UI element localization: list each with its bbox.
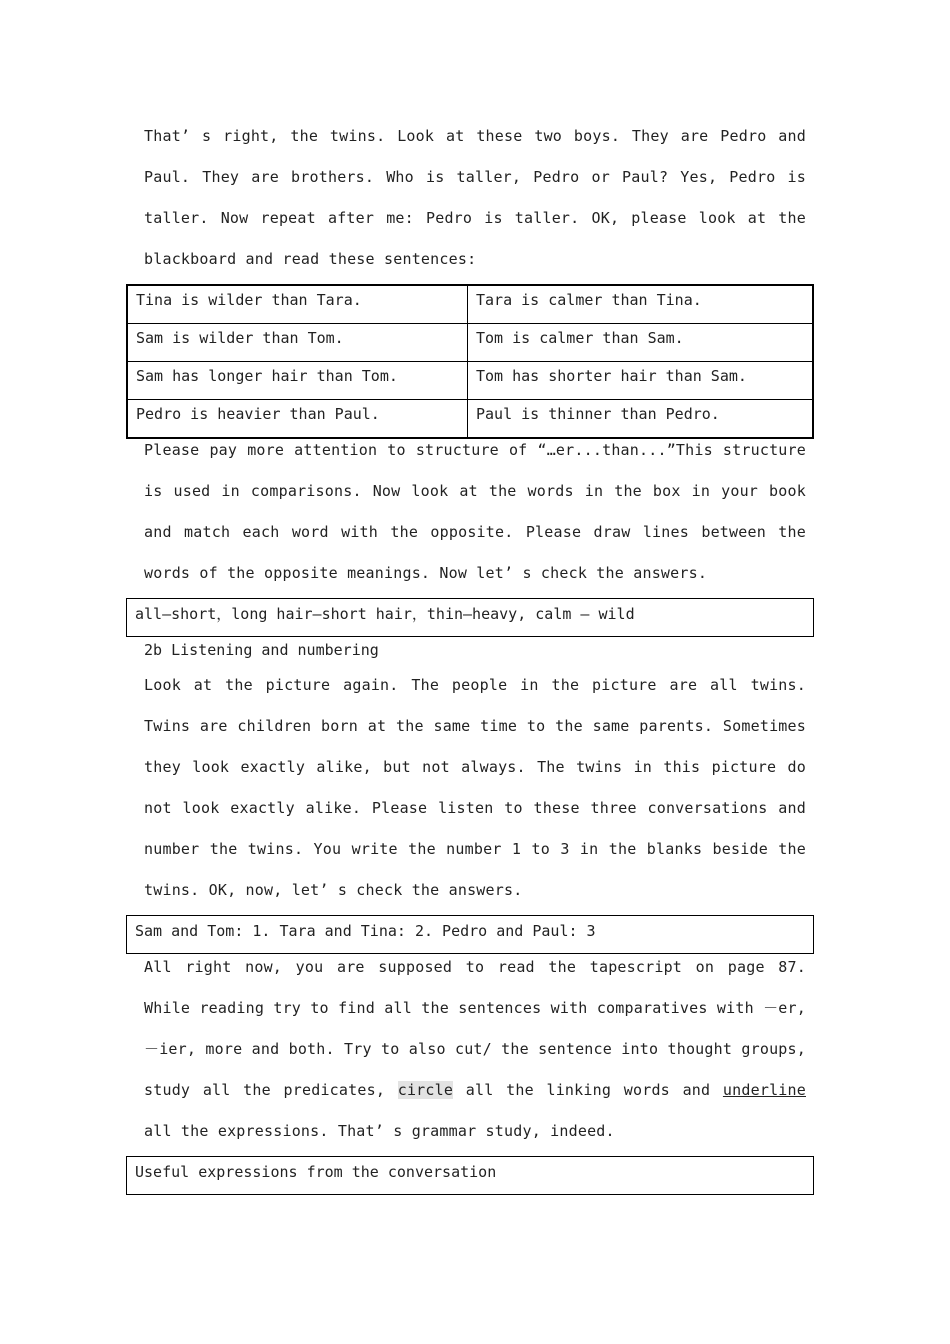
listening-paragraph: Look at the picture again. The people in the picture are all twins. Twins are children born at the same time to the same parents. Sometimes they look exactly alike, but not always. The twins in this picture do not look exactly alike. Please listen to these three conversations and number the twins. You write the number 1 to 3 in the blanks beside the twins. OK, now, let’ s check the answers. [144,676,806,899]
table-row [128,362,813,400]
circle-word: circle [397,1081,454,1099]
table-cell: Tom is calmer than Sam. [468,324,813,362]
intro-paragraph: That’ s right, the twins. Look at these two boys. They are Pedro and Paul. They are brothers. Who is taller, Pedro or Paul? Yes, Pedro is taller. Now repeat after me: Pedro is taller. OK, please look at the blackboard and read these sentences: [144,127,806,268]
structure-paragraph: Please pay more attention to structure of “…er...than...”This structure is used in comparisons. Now look at the words in the box in your book and match each word with the opposite. Please draw lines between the words of the opposite meanings. Now let’ s check the answers. [144,441,806,582]
table-cell: Pedro is heavier than Paul. [128,400,468,438]
reading-text: all the expressions. That’ s grammar study, indeed. [144,1122,615,1140]
table-cell: Sam is wilder than Tom. [128,324,468,362]
reading-text: all the linking words and [453,1081,723,1099]
table-row [128,286,813,324]
listening-answer-box: Sam and Tom: 1. Tara and Tina: 2. Pedro and Paul: 3 [126,915,814,954]
reading-paragraph [144,947,806,1152]
table-cell: Tara is calmer than Tina. [468,286,813,324]
opposites-answer-box: all—short，long hair—short hair，thin—heavy, calm — wild [126,598,814,637]
comparison-sentence-table [126,284,814,439]
table-row [128,324,813,362]
underline-word: underline [722,1081,806,1099]
table-cell: Tom has shorter hair than Sam. [468,362,813,400]
table-cell: Sam has longer hair than Tom. [128,362,468,400]
expressions-box: Useful expressions from the conversation [126,1156,814,1195]
table-cell: Paul is thinner than Pedro. [468,400,813,438]
table-cell: Tina is wilder than Tara. [128,286,468,324]
reading-text: All right now, you are supposed to read the tapescript on page 87. While reading try to find all the sentences with comparatives with －er, －ier, more and both. Try to also cut/ the sentence into thought groups, study all the predicates, [144,958,806,1099]
section-heading: 2b Listening and numbering [144,641,379,659]
